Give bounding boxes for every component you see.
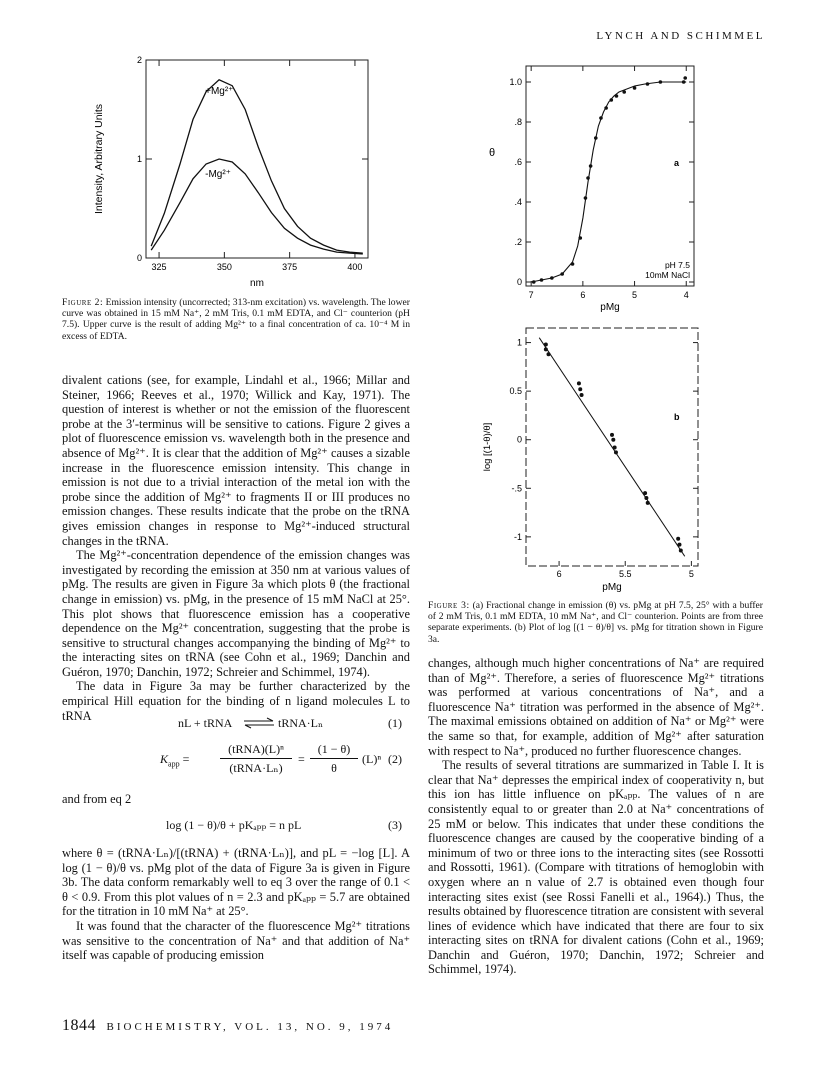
eq2-tail: (L)ⁿ [362, 752, 382, 766]
fraction-bar [310, 758, 358, 759]
data-point [622, 90, 626, 94]
left-paragraph: where θ = (tRNA·Lₙ)/[(tRNA) + (tRNA·Lₙ)], and pL = −log [L]. A log (1 − θ)/θ vs. pMg plot of the data of Figure 3a is given in Figure 3b. The data conform remarkably well to eq 3 over the range of 0.1 < θ < 0.9. From this plot values of n = 2.3 and pKₐₚₚ = 5.7 are obtained for the titration in 10 mM Na⁺ at 25°. [62, 846, 410, 919]
data-point [580, 393, 584, 397]
data-point [594, 136, 598, 140]
data-point [610, 433, 614, 437]
figure3-caption [428, 600, 763, 645]
x-tick-label: 4 [683, 290, 689, 300]
plot-frame [146, 60, 368, 258]
y-tick-label: 0 [516, 277, 522, 287]
page-number: 1844 [62, 1017, 96, 1034]
y-tick-label: -.5 [511, 483, 522, 494]
series-line [151, 80, 363, 253]
fit-curve [531, 82, 686, 282]
annotation: pH 7.5 [664, 260, 690, 270]
y-tick-label: -1 [513, 531, 522, 542]
data-point [646, 501, 650, 505]
data-point [683, 76, 687, 80]
y-tick-label: 1 [136, 154, 142, 164]
eq2-frac1-den: (tRNA·Lₙ) [229, 761, 283, 775]
data-point [609, 98, 613, 102]
eq3: log (1 − θ)/θ + pKₐₚₚ = n pL [166, 818, 302, 832]
series-label: -Mg²⁺ [205, 169, 231, 180]
eq2-frac2-num: (1 − θ) [317, 742, 351, 756]
x-tick-label: 375 [282, 262, 298, 272]
data-point [615, 94, 619, 98]
data-point [577, 381, 581, 385]
data-point [614, 450, 618, 454]
fit-line [539, 338, 685, 557]
data-point [550, 276, 554, 280]
eq2-frac1-num: (tRNA)(L)ⁿ [228, 742, 284, 756]
running-head: LYNCH AND SCHIMMEL [596, 30, 765, 42]
data-point [646, 82, 650, 86]
x-tick-label: 5 [632, 290, 638, 300]
y-axis-label: log [(1-θ)/θ] [482, 422, 493, 472]
data-point [611, 438, 615, 442]
eq2-lhs: K [160, 752, 169, 766]
x-axis-label: nm [250, 278, 264, 289]
data-point [677, 543, 681, 547]
eq1-number: (1) [388, 716, 402, 730]
x-tick-label: 7 [528, 290, 534, 300]
journal-line: BIOCHEMISTRY, VOL. 13, NO. 9, 1974 [106, 1021, 394, 1033]
y-tick-label: 0.5 [509, 386, 522, 397]
data-point [578, 236, 582, 240]
figure2-caption-label: Figure 2: [62, 297, 104, 308]
left-paragraph: The data in Figure 3a may be further characterized by the empirical Hill equation for the binding of n ligand molecules L to tRNA [62, 679, 410, 723]
data-point [540, 278, 544, 282]
y-axis-label: θ [488, 147, 496, 159]
series-line [151, 159, 363, 254]
y-axis-label: Intensity, Arbitrary Units [93, 103, 105, 215]
right-paragraph: The results of several titrations are summarized in Table I. It is clear that Na⁺ depresses the empirical index of cooperativity n, but this ion has little influence on pKₐₚₚ. The values of n are consistently equal to or greater than 2.0 at Na⁺ concentrations of 25 mM or below. This indicates that under these conditions the fluorescence changes are caused by the cooperative binding of a minimum of two or three ions to the interacting sites (see Rossotti and Rossotti, 1961). (Compare with titrations of hemoglobin with oxygen where an n value of 2.7 is obtained even though four interacting sites exist (see Rossi Fanelli et al., 1964).) Thus, the results obtained by fluorescence titration are consistent with several lines of evidence which have indicated that there are four to six interacting sites on tRNA for divalent cations (Cohn et al., 1969; Danchin and Guéron, 1970; Danchin, 1972; Schreier and Schimmel, 1974). [428, 758, 764, 977]
data-point [560, 272, 564, 276]
figure3-caption-label: Figure 3: [428, 600, 470, 611]
data-point [679, 548, 683, 552]
x-axis-label: pMg [600, 302, 620, 313]
left-paragraph: The Mg²⁺-concentration dependence of the emission changes was investigated by recording the emission at 350 nm at various values of pMg. The results are given in Figure 3a which plots θ (the fractional change in emission) vs. pMg, in the presence of 15 mM NaCl at 25°. This plot shows that fluorescence emission has a cooperative dependence on the Mg²⁺ concentration, suggesting that the probe is sensitive to structural changes accompanying the binding of Mg²⁺ to the interacting sites on tRNA (see Cohn et al., 1969; Danchin and Guéron, 1970; Danchin, 1972; Schreier and Schimmel, 1974). [62, 548, 410, 679]
eq2-lhs-sub: app [168, 759, 180, 769]
data-point [599, 116, 603, 120]
left-column-body-after [62, 846, 410, 963]
equation-2: $K_{app}$ = (tRNA)(L)ⁿ (tRNA·Lₙ) = (1 − θ) θ (L)ⁿ (2) [160, 742, 402, 775]
data-point [659, 80, 663, 84]
y-tick-label: .4 [514, 197, 522, 207]
data-point [589, 164, 593, 168]
figure2-caption-text: Emission intensity (uncorrected; 313-nm excitation) vs. wavelength. The lower curve was obtained in 15 mM Na⁺, 2 mM Tris, 0.1 mM EDTA, and Cl⁻ counterion (pH 7.5). Upper curve is the result of adding Mg²⁺ to a final concentration of ca. 10⁻⁴ M in excess of EDTA. [62, 297, 410, 342]
y-tick-label: 1.0 [509, 77, 522, 87]
data-point [643, 491, 647, 495]
series-label: +Mg²⁺ [205, 85, 234, 97]
figure2-caption [62, 297, 410, 342]
x-axis-label: pMg [602, 582, 622, 593]
annotation: 10mM NaCl [645, 270, 690, 280]
right-paragraph: changes, although much higher concentrations of Na⁺ are required than of Mg²⁺. Therefore, a series of fluorescence Mg²⁺ titrations was performed at various concentrations of Na⁺, and a fluorescence Na⁺ titration was performed in the absence of Mg²⁺. The maximal emissions obtained on addition of Na⁺ or Mg²⁺ were the same so that, for example, addition of Mg²⁺ after saturation with respect to Na⁺, produced no further fluorescence changes. [428, 656, 764, 758]
figure3-caption-text: (a) Fractional change in emission (θ) vs. pMg at pH 7.5, 25° with a buffer of 2 mM Tris, 0.1 mM EDTA, 10 mM Na⁺, and Cl⁻ counterion. Points are from three separate experiments. (b) Plot of log [(1 − θ)/θ] vs. pMg for titration shown in Figure 3a. [428, 600, 763, 645]
data-point [644, 496, 648, 500]
equilibrium-arrow-icon [243, 717, 275, 729]
data-point [532, 280, 536, 284]
x-tick-label: 5.5 [618, 569, 632, 579]
data-point [586, 176, 590, 180]
figure3b-chart [476, 322, 722, 594]
between-equations: and from eq 2 [62, 792, 132, 806]
x-tick-label: 325 [151, 262, 167, 272]
left-paragraph: divalent cations (see, for example, Lindahl et al., 1966; Millar and Steiner, 1966; Reeves et al., 1970; Willick and Kay, 1971). The question of interest is whether or not the emission of the fluorescent probe at the 3′-terminus will be sensitive to cations. Figure 2 gives a plot of fluorescence emission vs. wavelength both in the presence and absence of Mg²⁺. It is clear that the addition of Mg²⁺ causes a sizable increase in the fluorescence emission intensity. This change in emission is not due to a trivial interaction of the metal ion with the probe since the addition of Mg²⁺ to fragments II or III produces no emission changes. These results indicate that the probe on the tRNA gives emission changes in response to Mg²⁺-induced structural changes in the tRNA. [62, 373, 410, 548]
data-point [676, 537, 680, 541]
data-point [584, 196, 588, 200]
x-tick-label: 6 [556, 569, 562, 579]
x-tick-label: 6 [580, 290, 586, 300]
y-tick-label: .2 [514, 237, 522, 247]
figure2-chart [88, 52, 378, 296]
panel-label: a [674, 158, 680, 168]
left-paragraph: It was found that the character of the fluorescence Mg²⁺ titrations was sensitive to the concentration of Na⁺ and that addition of Na⁺ itself was capable of producing emission [62, 918, 410, 963]
data-point [682, 80, 686, 84]
equation-1 [62, 716, 410, 734]
y-tick-label: 0 [136, 253, 142, 263]
footer [62, 1017, 393, 1035]
y-tick-label: .6 [514, 157, 522, 167]
eq1-right: tRNA·Lₙ [278, 716, 324, 730]
y-tick-label: 2 [136, 55, 142, 65]
panel-label: b [674, 412, 680, 422]
x-tick-label: 400 [347, 262, 363, 272]
fraction-bar [220, 758, 292, 759]
eq1-left: nL + tRNA [178, 716, 233, 730]
y-tick-label: 0 [516, 434, 522, 445]
left-column-body [62, 373, 410, 723]
data-point [546, 352, 550, 356]
x-tick-label: 5 [688, 569, 694, 579]
data-point [544, 347, 548, 351]
eq3-number: (3) [388, 818, 402, 832]
data-point [613, 445, 617, 449]
eq2-frac2-den: θ [331, 761, 337, 775]
eq2-number: (2) [388, 752, 402, 766]
data-point [571, 262, 575, 266]
y-tick-label: .8 [514, 117, 522, 127]
equation-3 [62, 818, 410, 836]
x-tick-label: 350 [216, 262, 232, 272]
data-point [633, 86, 637, 90]
figure3a-chart [478, 58, 718, 320]
data-point [544, 343, 548, 347]
y-tick-label: 1 [516, 337, 522, 348]
data-point [578, 387, 582, 391]
right-column-body [428, 656, 764, 977]
data-point [604, 106, 608, 110]
